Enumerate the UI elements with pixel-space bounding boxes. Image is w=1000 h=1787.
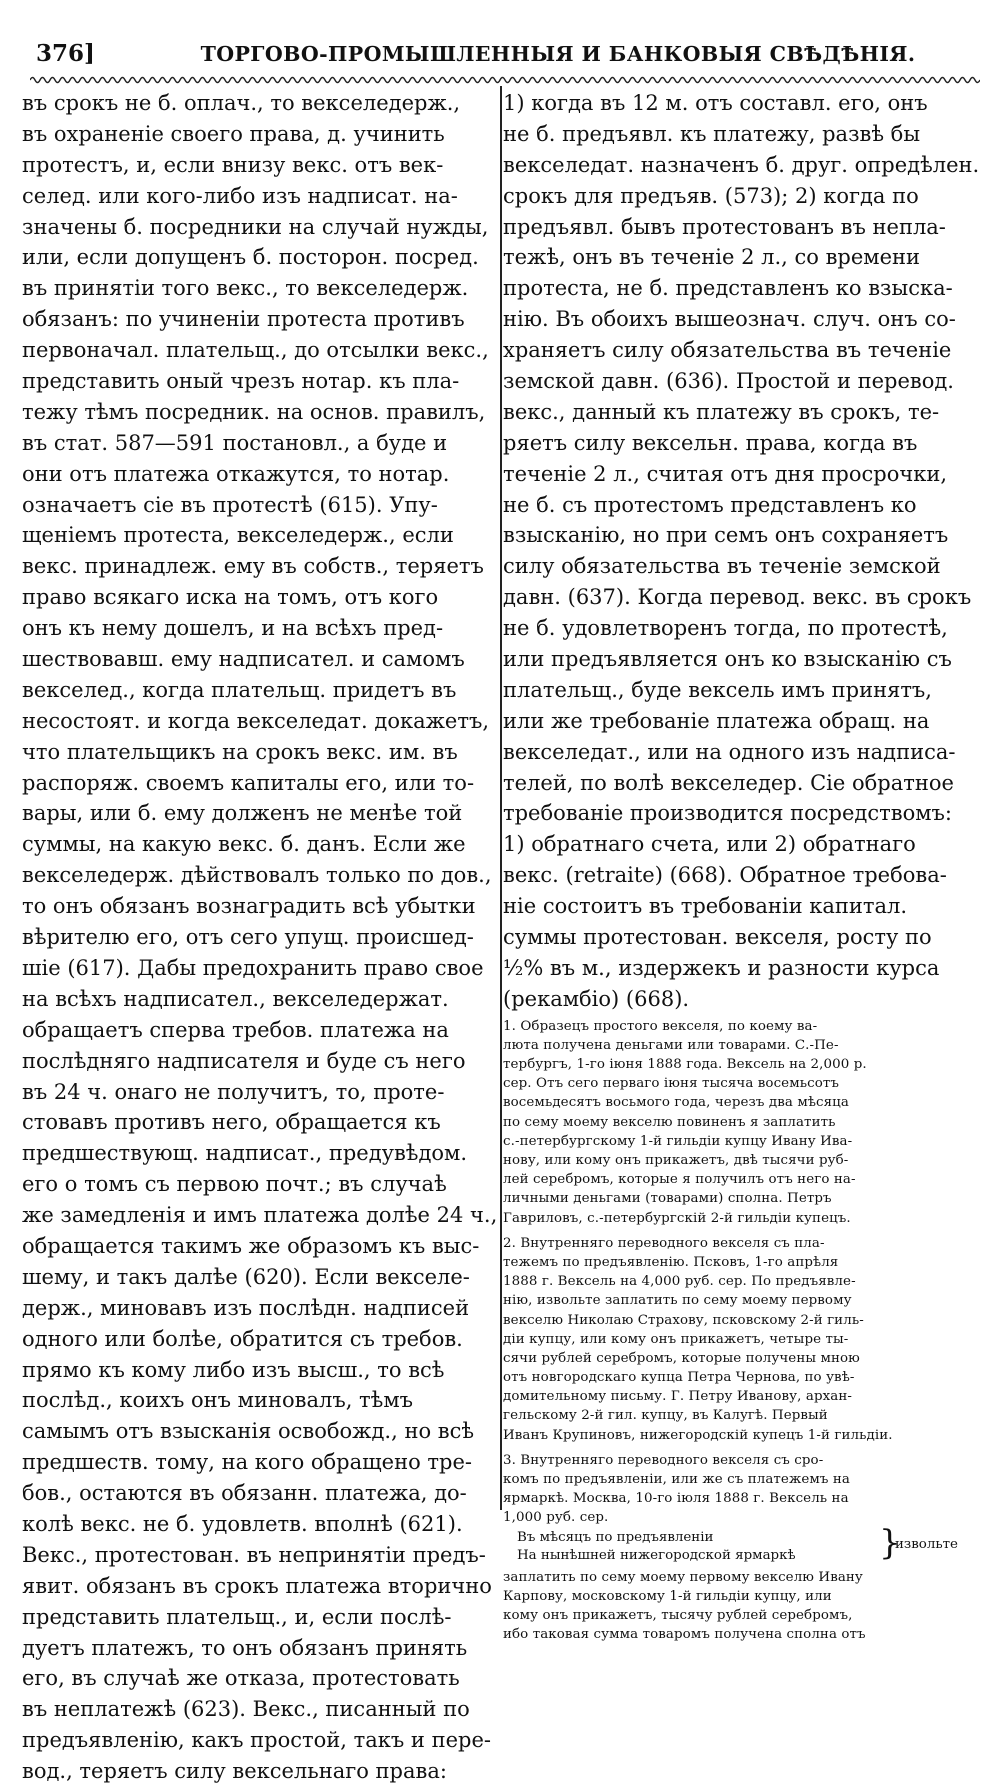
running-title: ТОРГОВО-ПРОМЫШЛЕННЫЯ И БАНКОВЫЯ СВѢДѢНІЯ. [200,42,916,66]
text-line: предшествующ. надписат., предувѣдом. [22,1141,468,1166]
text-line: селед. или кого-либо изъ надписат. на- [22,183,458,208]
text-line: ряетъ силу вексельн. права, когда въ [503,430,918,455]
text-line: векс. (retraite) (668). Обратное требова- [503,863,947,888]
text-line: земской давн. (636). Простой и перевод. [503,369,954,394]
sample-line: тежемъ по предъявленію. Псковъ, 1-го апрѣля [503,1254,839,1270]
text-line: 1) когда въ 12 м. отъ составл. его, онъ [503,91,928,115]
sample-line: люта получена деньгами или товарами. С.-Пе- [503,1037,839,1053]
left-column [22,88,500,1787]
text-line: въ стат. 587—591 постановл., а буде и [22,430,448,455]
text-line: его, въ случаѣ же отказа, протестовать [22,1666,460,1691]
right-column [503,88,979,1644]
sample-line: по сему моему векселю повиненъ я заплатить [503,1114,836,1130]
page-header [30,40,978,74]
sample-line: 3. Внутренняго переводного векселя съ сро- [503,1452,824,1468]
text-line: шему, и такъ далѣе (620). Если векселе- [22,1264,470,1289]
text-line: требованіе производится посредствомъ: [503,801,952,826]
text-line: плательщ., буде вексель имъ принятъ, [503,677,932,702]
text-line: предшеств. тому, на кого обращено тре- [22,1450,472,1475]
text-line: дуетъ платежъ, то онъ обязанъ принять [22,1635,468,1660]
sample-line: 2. Внутренняго переводного векселя съ пла- [503,1235,825,1251]
text-line: стовавъ противъ него, обращается къ [22,1110,441,1135]
text-line: телей, по волѣ векселедер. Сіе обратное [503,770,954,795]
sample-line: ярмаркѣ. Москва, 10-го іюля 1888 г. Вексель на [503,1491,849,1507]
brace-right-text: извольте [895,1536,958,1552]
text-line: держ., миновавъ изъ послѣдн. надписей [22,1295,470,1320]
sample-line: сячи рублей серебромъ, которые получены мною [503,1350,860,1366]
text-line: или предъявляется онъ ко взысканію съ [503,647,952,672]
text-line: векс., данный къ платежу въ срокъ, те- [503,399,940,424]
text-line: бов., остаются въ обязанн. платежа, до- [22,1481,467,1506]
sample-line: восемьдесятъ восьмого года, черезъ два мѣсяца [503,1095,849,1111]
text-line: обязанъ: по учиненіи протеста противъ [22,307,465,332]
sample-line: гельскому 2-й гил. купцу, въ Калугѣ. Первый [503,1408,828,1424]
text-line: то онъ обязанъ вознаградить всѣ убытки [22,894,476,919]
text-line: означаетъ сіе въ протестѣ (615). Упу- [22,492,438,517]
text-line: храняетъ силу обязательства въ теченіе [503,338,952,363]
sample-line: Иванъ Крупиновъ, нижегородскій купецъ 1-й гильдіи. [503,1427,893,1443]
sample-line: ибо таковая сумма товаромъ получена сполна отъ [503,1627,866,1643]
text-line: предъявл. бывъ протестованъ въ непла- [503,214,946,239]
sample-line: личными деньгами (товарами) сполна. Петръ [503,1191,832,1207]
text-line: они отъ платежа откажутся, то нотар. [22,461,450,486]
text-line: давн. (637). Когда перевод. векс. въ срокъ [503,585,972,610]
text-line: не б. съ протестомъ представленъ ко [503,492,917,517]
text-line: или же требованіе платежа обращ. на [503,708,930,733]
sample-line: домительному письму. Г. Петру Иванову, архан- [503,1389,853,1405]
brace-line-2: На нынѣшней нижегородской ярмаркѣ [517,1547,796,1563]
text-line: же замедленія и имъ платежа долѣе 24 ч., [22,1203,498,1228]
text-line: въ принятіи того векс., то векселедерж. [22,276,469,301]
sample-line: лей серебромъ, которые я получилъ отъ него на- [503,1172,856,1188]
sample-line: векселю Николаю Страхову, псковскому 2-й гиль- [503,1312,864,1328]
column-divider [500,86,502,1510]
text-line: суммы протестован. векселя, росту по [503,925,932,950]
text-line: не б. предъявл. къ платежу, развѣ бы [503,121,921,146]
text-line: ½% въ м., издержекъ и разности курса [503,955,940,980]
text-line: нію. Въ обоихъ вышеознач. случ. онъ со- [503,307,956,332]
text-line: теченіе 2 л., считая отъ дня просрочки, [503,461,948,486]
text-line: векселедат. назначенъ б. друг. опредѣлен. [503,152,979,177]
bill-samples-tail [503,1568,979,1645]
text-line: векселедат., или на одного изъ надписа- [503,739,956,764]
text-line: вары, или б. ему долженъ не менѣе той [22,801,463,826]
text-line: онъ къ нему дошелъ, и на всѣхъ пред- [22,616,444,641]
text-line: явит. обязанъ въ срокъ платежа вторично [22,1573,492,1598]
text-line: первоначал. плательщ., до отсылки векс., [22,338,489,363]
text-line: вод., теряетъ силу вексельнаго права: [22,1759,447,1784]
sample-line: нію, извольте заплатить по сему моему первому [503,1293,852,1309]
text-line: Векс., протестован. въ непринятіи предъ- [22,1542,486,1567]
sample-line: нову, или кому онъ прикажетъ, двѣ тысячи руб- [503,1153,849,1169]
text-line: не б. удовлетворенъ тогда, по протестѣ, [503,616,948,641]
text-line: послѣдняго надписателя и буде съ него [22,1048,466,1073]
text-line: ніе состоитъ въ требованіи капитал. [503,894,908,919]
text-line: предъявленію, какъ простой, такъ и пере- [22,1728,491,1753]
brace-block [503,1522,979,1566]
text-line: въ охраненіе своего права, д. учинить [22,121,445,146]
bill-samples [503,1017,979,1528]
text-line: протеста, не б. представленъ ко взыска- [503,276,953,301]
page-number: 376] [36,40,95,67]
sample-line: отъ новгородскаго купца Петра Чернова, по увѣ- [503,1370,855,1386]
text-line: въ срокъ не б. оплач., то векселедерж., [22,91,461,115]
text-line: представить оный чрезъ нотар. къ пла- [22,369,460,394]
text-line: представить плательщ., и, если послѣ- [22,1604,452,1629]
text-line: (рекамбіо) (668). [503,986,690,1011]
text-line: вѣрителю его, отъ сего упущ. происшед- [22,925,474,950]
text-line: самымъ отъ взысканія освобожд., но всѣ [22,1419,475,1444]
curly-brace: } [879,1522,901,1563]
text-line: что плательщикъ на срокъ векс. им. въ [22,739,458,764]
sample-line: 1,000 руб. сер. [503,1510,609,1526]
sample-line: 1. Образецъ простого векселя, по коему ва- [503,1018,818,1034]
text-line: или, если допущенъ б. посторон. посред. [22,245,479,270]
text-line: распоряж. своемъ капиталы его, или то- [22,770,475,795]
sample-line: комъ по предъявленіи, или же съ платежемъ на [503,1472,850,1488]
text-line: шествовавш. ему надписател. и самомъ [22,647,465,672]
sample-line: сер. Отъ сего перваго іюня тысяча восемьсотъ [503,1076,840,1092]
text-line: силу обязательства въ теченіе земской [503,554,941,579]
sample-line: с.-петербургскому 1-й гильдіи купцу Ивану Ива- [503,1133,853,1149]
text-line: шіе (617). Дабы предохранить право свое [22,955,484,980]
sample-line: заплатить по сему моему первому векселю Ивану [503,1569,863,1585]
text-line: векселедерж. дѣйствовалъ только по дов., [22,863,492,888]
text-line: протестъ, и, если внизу векс. отъ век- [22,152,444,177]
text-line: суммы, на какую векс. б. данъ. Если же [22,832,466,857]
text-line: послѣд., коихъ онъ миновалъ, тѣмъ [22,1388,414,1413]
text-line: векс. принадлеж. ему въ собств., теряетъ [22,554,484,579]
sample-line: Гавриловъ, с.-петербургскій 2-й гильдіи купецъ. [503,1210,851,1226]
sample-line: діи купцу, или кому онъ прикажетъ, четыре ты- [503,1331,849,1347]
text-line: векселед., когда плательщ. придетъ въ [22,677,457,702]
text-line: на всѣхъ надписател., векселедержат. [22,986,449,1011]
text-line: одного или болѣе, обратится съ требов. [22,1326,463,1351]
wavy-rule [30,74,980,86]
text-line: въ 24 ч. онаго не получитъ, то, проте- [22,1079,445,1104]
brace-line-1: Въ мѣсяцъ по предъявленіи [517,1529,714,1545]
text-line: колѣ векс. не б. удовлетв. вполнѣ (621). [22,1511,463,1536]
sample-line: Карпову, московскому 1-й гильдіи купцу, или [503,1588,832,1604]
text-line: взысканію, но при семъ онъ сохраняетъ [503,523,949,548]
sample-line: 1888 г. Вексель на 4,000 руб. сер. По предъявле- [503,1274,856,1290]
text-line: въ неплатежѣ (623). Векс., писанный по [22,1697,470,1722]
sample-line: кому онъ прикажетъ, тысячу рублей серебромъ, [503,1607,853,1623]
text-line: обращается такимъ же образомъ къ выс- [22,1233,480,1258]
text-line: обращаетъ сперва требов. платежа на [22,1017,449,1042]
text-line: щеніемъ протеста, векселедерж., если [22,523,454,548]
text-line: несостоят. и когда векселедат. докажетъ, [22,708,490,733]
sample-line: тербургъ, 1-го іюня 1888 года. Вексель на 2,000 р. [503,1057,867,1073]
text-line: тежѣ, онъ въ теченіе 2 л., со времени [503,245,921,270]
text-line: тежу тѣмъ посредник. на основ. правилъ, [22,399,486,424]
text-line: его о томъ съ первою почт.; въ случаѣ [22,1172,447,1197]
text-line: право всякаго иска на томъ, отъ кого [22,585,439,610]
right-column-text [503,88,979,1015]
text-line: срокъ для предъяв. (573); 2) когда по [503,183,919,208]
text-line: 1) обратнаго счета, или 2) обратнаго [503,832,916,857]
text-line: значены б. посредники на случай нужды, [22,214,489,239]
text-line: прямо къ кому либо изъ высш., то всѣ [22,1357,445,1382]
